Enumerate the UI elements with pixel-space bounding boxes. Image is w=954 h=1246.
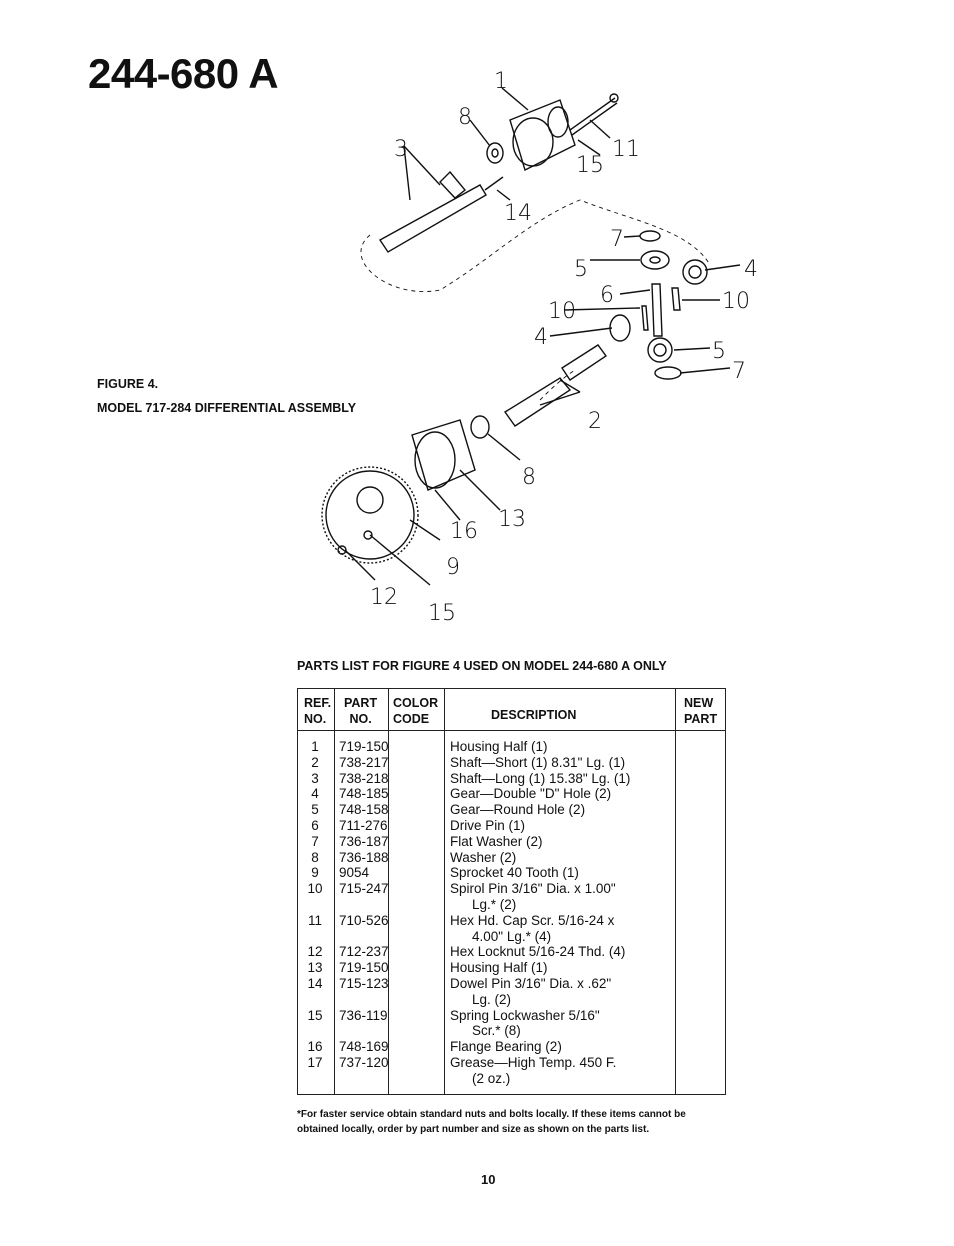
description-line: Shaft—Long (1) 15.38" Lg. (1) xyxy=(450,770,631,786)
description-line: Grease—High Temp. 450 F. xyxy=(450,1055,617,1070)
callout-1: 1 xyxy=(494,69,508,94)
callout-12: 12 xyxy=(370,585,398,610)
description xyxy=(450,913,675,945)
callout-7-top: 7 xyxy=(610,227,624,252)
description-line: Gear—Round Hole (2) xyxy=(450,802,586,818)
description xyxy=(450,1055,675,1087)
callout-11: 11 xyxy=(612,137,640,162)
description xyxy=(450,881,675,913)
description-line: Drive Pin (1) xyxy=(450,818,526,833)
callout-4-left: 4 xyxy=(534,325,548,350)
part-no: 719-150 xyxy=(339,960,389,976)
description-line: Gear—Double "D" Hole (2) xyxy=(450,786,612,802)
part-no: 711-276 xyxy=(339,818,388,833)
description xyxy=(450,755,675,771)
callout-10-left: 10 xyxy=(548,299,576,324)
description xyxy=(450,1039,675,1055)
part-no: 710-526 xyxy=(339,912,389,928)
ref-no: 7 xyxy=(311,833,319,849)
parts-list-heading: PARTS LIST FOR FIGURE 4 USED ON MODEL 244-680 A ONLY xyxy=(297,659,667,673)
callout-3: 3 xyxy=(394,137,408,162)
part-no: 715-123 xyxy=(339,976,389,991)
ref-no: 17 xyxy=(307,1055,323,1070)
description-continuation: (2 oz.) xyxy=(472,1070,511,1086)
description-line: Washer (2) xyxy=(450,849,517,865)
header-ref-no: REF. NO. xyxy=(304,696,332,726)
part-no: 719-150 xyxy=(339,739,389,754)
ref-no: 3 xyxy=(311,770,319,786)
description-line: Hex Hd. Cap Scr. 5/16-24 x xyxy=(450,912,615,928)
callout-2: 2 xyxy=(588,409,602,434)
part-no: 736-188 xyxy=(339,849,389,865)
description-line: Spirol Pin 3/16" Dia. x 1.00" xyxy=(450,881,616,897)
part-no: 737-120 xyxy=(339,1055,389,1070)
ref-no: 8 xyxy=(311,849,319,865)
description xyxy=(450,865,675,881)
part-no: 748-169 xyxy=(339,1039,389,1055)
description-line: Housing Half (1) xyxy=(450,960,548,976)
description xyxy=(450,944,675,960)
header-color-code: COLOR CODE xyxy=(393,696,439,726)
callout-9: 9 xyxy=(446,555,460,580)
figure-label: FIGURE 4. xyxy=(97,377,159,391)
part-no: 712-237 xyxy=(339,944,389,960)
ref-no: 9 xyxy=(311,865,319,881)
callout-6: 6 xyxy=(600,283,614,308)
ref-no: 2 xyxy=(311,754,319,770)
description xyxy=(450,786,675,802)
description-continuation: Lg.* (2) xyxy=(472,896,517,912)
header-new-part: NEW PART xyxy=(684,696,718,726)
part-no: 748-158 xyxy=(339,802,389,818)
ref-no: 13 xyxy=(307,960,323,976)
description xyxy=(450,802,675,818)
description xyxy=(450,976,675,1008)
parts-table xyxy=(297,688,726,1095)
header-part-no: PART NO. xyxy=(344,696,378,726)
callout-15-lower: 15 xyxy=(428,601,456,626)
description xyxy=(450,739,675,755)
part-no: 9054 xyxy=(339,865,370,881)
ref-no: 1 xyxy=(311,739,319,754)
ref-no: 11 xyxy=(307,912,322,928)
description-line: Shaft—Short (1) 8.31" Lg. (1) xyxy=(450,754,626,770)
ref-no: 12 xyxy=(307,944,323,960)
callout-5-right: 5 xyxy=(712,339,726,364)
part-no: 736-119 xyxy=(339,1007,388,1023)
ref-no: 5 xyxy=(311,802,319,818)
model-title: 244-680 A xyxy=(88,50,279,97)
description-continuation: Scr.* (8) xyxy=(472,1023,521,1039)
callout-7-right: 7 xyxy=(732,359,746,384)
description xyxy=(450,818,675,834)
description-continuation: 4.00" Lg.* (4) xyxy=(472,928,552,944)
description-line: Hex Locknut 5/16-24 Thd. (4) xyxy=(450,944,626,960)
callout-14: 14 xyxy=(504,201,532,226)
callout-16: 16 xyxy=(450,519,478,544)
figure-title: MODEL 717-284 DIFFERENTIAL ASSEMBLY xyxy=(97,401,357,415)
callout-13: 13 xyxy=(498,507,526,532)
callout-4-right: 4 xyxy=(744,257,758,282)
footnote: *For faster service obtain standard nuts and bolts locally. If these items cannot be obtained locally, order by part number and size as shown on the parts list. xyxy=(297,1109,686,1135)
part-no: 738-217 xyxy=(339,754,389,770)
part-no: 748-185 xyxy=(339,786,389,802)
callout-10-right: 10 xyxy=(722,289,750,314)
description xyxy=(450,960,675,976)
exploded-assembly-diagram xyxy=(300,60,780,630)
ref-no: 4 xyxy=(311,786,319,802)
ref-no: 15 xyxy=(307,1007,323,1023)
callout-15-top: 15 xyxy=(576,153,604,178)
callout-5-top: 5 xyxy=(574,257,588,282)
description xyxy=(450,834,675,850)
part-no: 715-247 xyxy=(339,881,389,897)
header-description: DESCRIPTION xyxy=(491,708,577,722)
ref-no: 10 xyxy=(307,881,323,897)
callout-8-top: 8 xyxy=(458,105,472,130)
description xyxy=(450,1008,675,1040)
description-line: Sprocket 40 Tooth (1) xyxy=(450,865,579,881)
page-number: 10 xyxy=(481,1172,496,1187)
description xyxy=(450,850,675,866)
description-line: Spring Lockwasher 5/16" xyxy=(450,1007,600,1023)
description-line: Dowel Pin 3/16" Dia. x .62" xyxy=(450,976,612,991)
ref-no: 6 xyxy=(311,818,319,833)
description-continuation: Lg. (2) xyxy=(472,991,512,1007)
ref-no: 16 xyxy=(307,1039,323,1055)
description-line: Housing Half (1) xyxy=(450,739,548,754)
description-line: Flange Bearing (2) xyxy=(450,1039,562,1055)
callout-8-lower: 8 xyxy=(522,465,536,490)
part-no: 738-218 xyxy=(339,770,389,786)
part-no: 736-187 xyxy=(339,833,389,849)
description-line: Flat Washer (2) xyxy=(450,833,543,849)
description xyxy=(450,771,675,787)
ref-no: 14 xyxy=(307,976,323,991)
